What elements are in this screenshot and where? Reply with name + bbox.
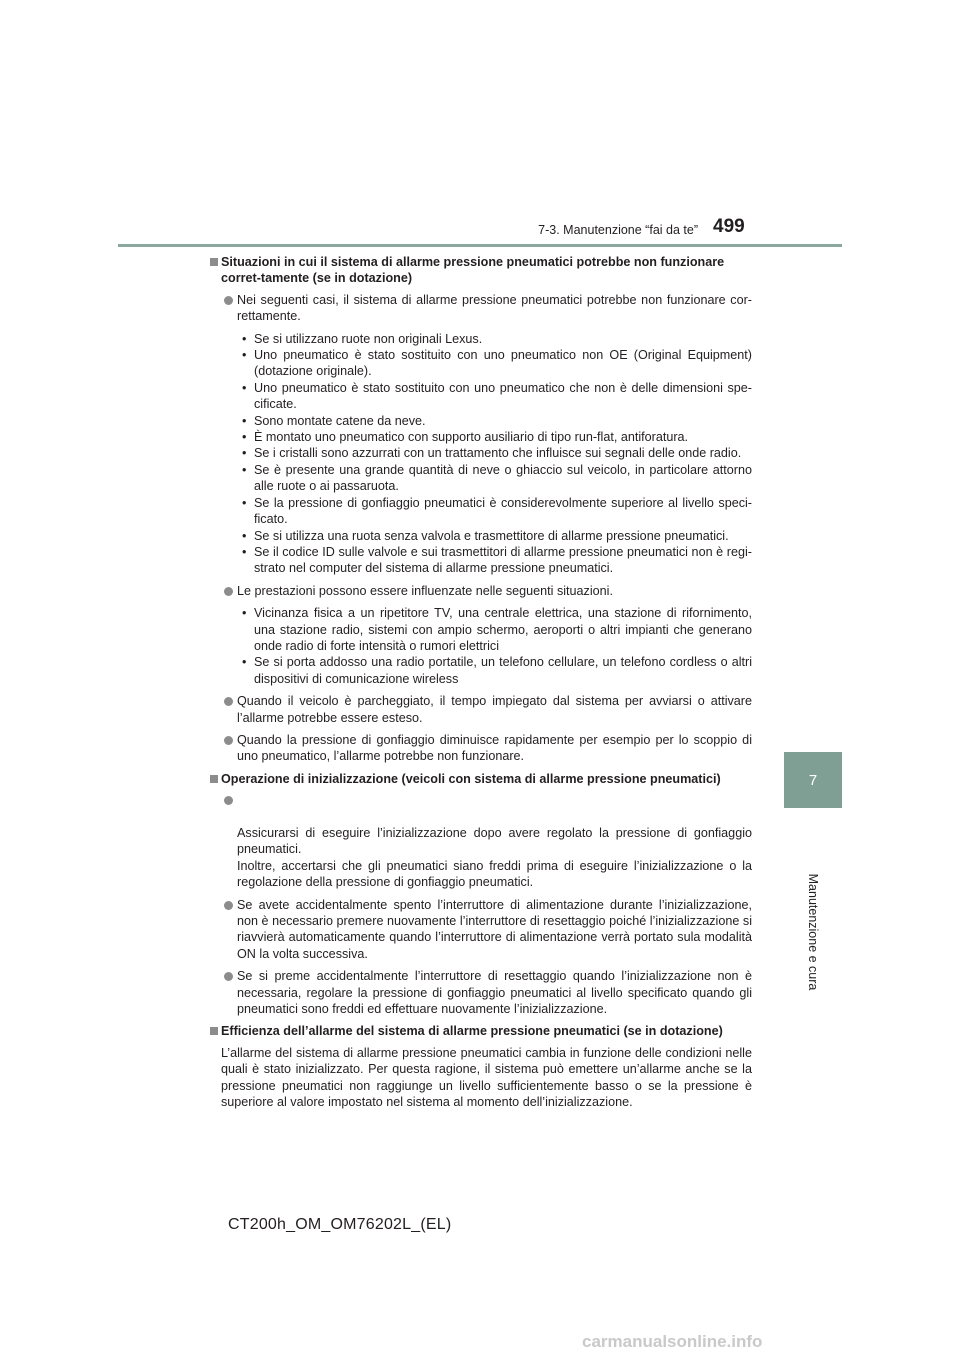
dot-bullet-icon: • — [242, 430, 247, 445]
dot-bullet-icon: • — [242, 348, 247, 363]
dot-bullet-icon: • — [242, 528, 247, 543]
dot-bullet-icon: • — [242, 606, 247, 621]
sub-list-item: • Se il codice ID sulle valvole e sui trasmettitori di allarme pressione pneumatici non è regi-strato nel computer del sistema di allarme pressione pneumatici. — [242, 544, 752, 576]
sub-list-item: • Se si utilizza una ruota senza valvola e trasmettitore di allarme pressione pneumatici. — [242, 528, 729, 543]
sub-list-item: • Se i cristalli sono azzurrati con un trattamento che influisce sui segnali delle onde radio. — [242, 446, 742, 461]
section-heading: Situazioni in cui il sistema di allarme pressione pneumatici potrebbe non funzionare corret-tamente (se in dotazione) — [210, 254, 752, 287]
sub-list-item: • Se si utilizzano ruote non originali Lexus. — [242, 331, 483, 346]
dot-bullet-icon: • — [242, 446, 247, 461]
circle-bullet-icon — [224, 296, 233, 305]
document-code: CT200h_OM_OM76202L_(EL) — [228, 1216, 452, 1233]
list-item: Quando il veicolo è parcheggiato, il tempo impiegato dal sistema per avviarsi o attivare l’allarme potrebbe essere esteso. — [210, 693, 752, 726]
list-item: Assicurarsi di eseguire l’inizializzazione dopo avere regolato la pressione di gonfiaggio pneumatici. Inoltre, accertarsi che gli pneumatici siano freddi prima di eseguire l’inizializzazione o la regolazione della pressione di gonfiaggio pneumatici. — [210, 792, 752, 890]
circle-bullet-icon — [224, 796, 233, 805]
main-content — [210, 254, 752, 1117]
page-number: 499 — [713, 216, 745, 237]
sub-list-item: • Se è presente una grande quantità di neve o ghiaccio sul veicolo, in particolare attorno alle ruote o ai passaruota. — [242, 462, 752, 494]
dot-bullet-icon: • — [242, 331, 247, 346]
dot-bullet-icon: • — [242, 380, 247, 395]
chapter-label: Manutenzione e cura — [806, 873, 820, 991]
square-marker-icon — [210, 258, 218, 266]
square-marker-icon — [210, 775, 218, 783]
chapter-number: 7 — [808, 771, 818, 789]
section-heading: Efficienza dell’allarme del sistema di allarme pressione pneumatici (se in dotazione) — [210, 1023, 752, 1039]
list-item: Nei seguenti casi, il sistema di allarme pressione pneumatici potrebbe non funzionare cor-rettamente. — [210, 292, 752, 325]
section-title: 7-3. Manutenzione “fai da te” — [538, 223, 698, 237]
circle-bullet-icon — [224, 697, 233, 706]
list-item: Le prestazioni possono essere influenzate nelle seguenti situazioni. — [210, 583, 752, 599]
sub-list — [210, 605, 752, 687]
header-divider — [118, 244, 842, 247]
list-item: Se si preme accidentalmente l’interruttore di resettaggio quando l’inizializzazione non è necessaria, regolare la pressione di gonfiaggio pneumatici al livello specificato quando gli pneumatici sono freddi ed effettuare nuovamente l’inizializzazione. — [210, 968, 752, 1017]
sub-list-item: • Vicinanza fisica a un ripetitore TV, una centrale elettrica, una stazione di rifornimento, una stazione radio, sistemi con ampio schermo, aeroporti o altri impianti che generano onde radio di forte intensità o rumori elettrici — [242, 606, 752, 653]
dot-bullet-icon: • — [242, 413, 247, 428]
circle-bullet-icon — [224, 587, 233, 596]
watermark: carmanualsonline.info — [582, 1332, 763, 1351]
section-heading: Operazione di inizializzazione (veicoli con sistema di allarme pressione pneumatici) — [210, 771, 752, 787]
list-item: Quando la pressione di gonfiaggio diminuisce rapidamente per esempio per lo scoppio di uno pneumatico, l’allarme potrebbe non funzionare. — [210, 732, 752, 765]
sub-list-item: • Uno pneumatico è stato sostituito con uno pneumatico che non è delle dimensioni spe-cificate. — [242, 380, 752, 412]
list-item: Se avete accidentalmente spento l’interruttore di alimentazione durante l’inizializzazione, non è necessario premere nuovamente l’interruttore di resettaggio poiché l’inizializzazione si riavvierà automaticamente quando l’interruttore di alimentazione verrà portato sula modalità ON la volta successiva. — [210, 897, 752, 963]
circle-bullet-icon — [224, 736, 233, 745]
sub-list-item: • È montato uno pneumatico con supporto ausiliario di tipo run-flat, antiforatura. — [242, 430, 689, 445]
circle-bullet-icon — [224, 972, 233, 981]
sub-list-item: • Se la pressione di gonfiaggio pneumatici è considerevolmente superiore al livello speci-ficato. — [242, 495, 752, 527]
sub-list-item: • Se si porta addosso una radio portatile, un telefono cellulare, un telefono cordless o altri dispositivi di comunicazione wireless — [242, 655, 752, 686]
dot-bullet-icon: • — [242, 544, 247, 559]
sub-list-item: • Uno pneumatico è stato sostituito con uno pneumatico non OE (Original Equipment) (dotazione originale). — [242, 348, 752, 379]
dot-bullet-icon: • — [242, 655, 247, 670]
dot-bullet-icon: • — [242, 495, 247, 510]
sub-list — [210, 331, 752, 577]
circle-bullet-icon — [224, 901, 233, 910]
chapter-tab — [784, 752, 842, 808]
sub-list-item: • Sono montate catene da neve. — [242, 413, 426, 428]
square-marker-icon — [210, 1027, 218, 1035]
section-paragraph: L’allarme del sistema di allarme pressione pneumatici cambia in funzione delle condizioni nelle quali è stato inizializzato. Per questa ragione, il sistema può emettere un’allarme anche se la pressione pneumatici non raggiunge un livello sufficientemente basso o se la pressione è superiore al valore impostato nel sistema al momento dell’inizializzazione. — [221, 1045, 752, 1110]
dot-bullet-icon: • — [242, 462, 247, 477]
